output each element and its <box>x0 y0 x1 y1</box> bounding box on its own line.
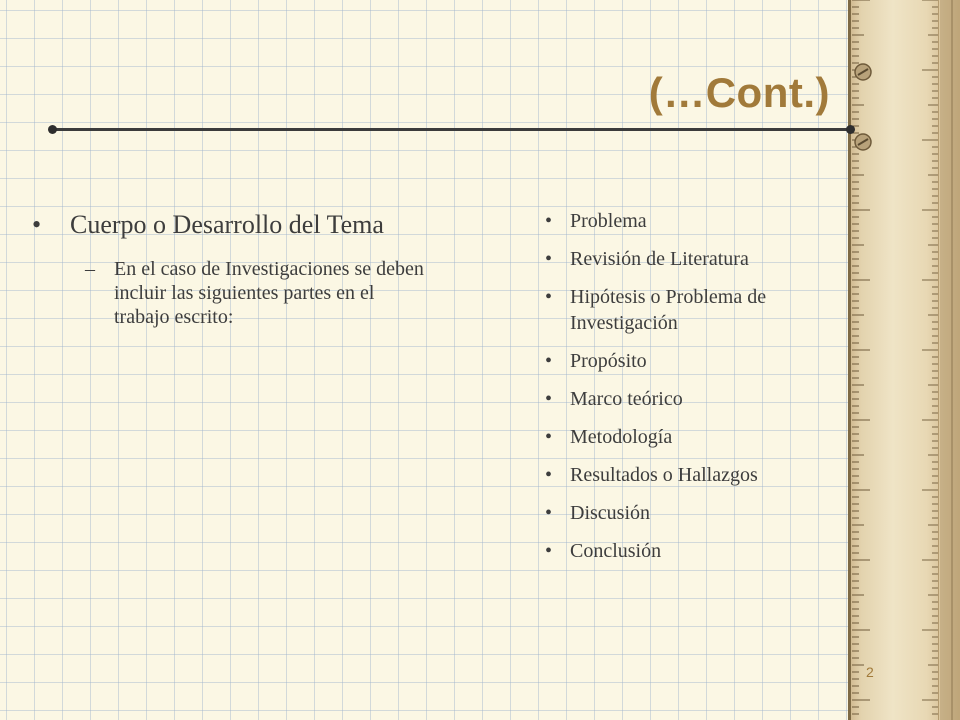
bullet-icon: • <box>545 540 553 562</box>
bullet-icon: • <box>545 286 553 308</box>
parts-list-item <box>545 246 845 272</box>
divider-right-dot <box>846 125 855 134</box>
title-divider <box>52 128 852 131</box>
slide-title: (…Cont.) <box>648 69 830 116</box>
bullet-icon: • <box>545 210 553 232</box>
parts-list-item-text: Metodología <box>570 426 673 448</box>
divider-left-dot <box>48 125 57 134</box>
parts-list-item-text: Hipótesis o Problema de Investigación <box>570 286 767 334</box>
parts-list-item-text: Conclusión <box>570 540 662 562</box>
parts-list-item <box>545 208 845 234</box>
sub-point <box>30 257 430 329</box>
bullet-icon: • <box>545 248 553 270</box>
bullet-icon: • <box>32 210 42 239</box>
parts-list <box>545 208 845 576</box>
main-point-text: Cuerpo o Desarrollo del Tema <box>70 210 384 239</box>
ruler-ticks <box>848 0 960 720</box>
bullet-icon: • <box>545 464 553 486</box>
bullet-icon: • <box>545 388 553 410</box>
parts-list-item-text: Marco teórico <box>570 388 683 410</box>
parts-list-item <box>545 500 845 526</box>
parts-list-item <box>545 462 845 488</box>
main-point <box>30 208 430 241</box>
parts-list-item-text: Revisión de Literatura <box>570 248 749 270</box>
parts-list-item-text: Propósito <box>570 350 647 372</box>
parts-list-item <box>545 538 845 564</box>
bullet-icon: • <box>545 502 553 524</box>
parts-list-item <box>545 386 845 412</box>
parts-list-item-text: Discusión <box>570 502 650 524</box>
parts-list-item-text: Resultados o Hallazgos <box>570 464 758 486</box>
page-number: 2 <box>866 664 874 680</box>
parts-list-item <box>545 284 845 336</box>
bullet-icon: • <box>545 426 553 448</box>
parts-list-item <box>545 348 845 374</box>
sub-point-text: En el caso de Investigaciones se deben incluir las siguientes partes en el trabajo escrito: <box>114 258 424 328</box>
bullet-icon: • <box>545 350 553 372</box>
parts-list-item-text: Problema <box>570 210 647 232</box>
left-column <box>30 208 430 329</box>
parts-list-item <box>545 424 845 450</box>
dash-bullet-icon: – <box>85 258 95 280</box>
ruler-decoration <box>848 0 960 720</box>
